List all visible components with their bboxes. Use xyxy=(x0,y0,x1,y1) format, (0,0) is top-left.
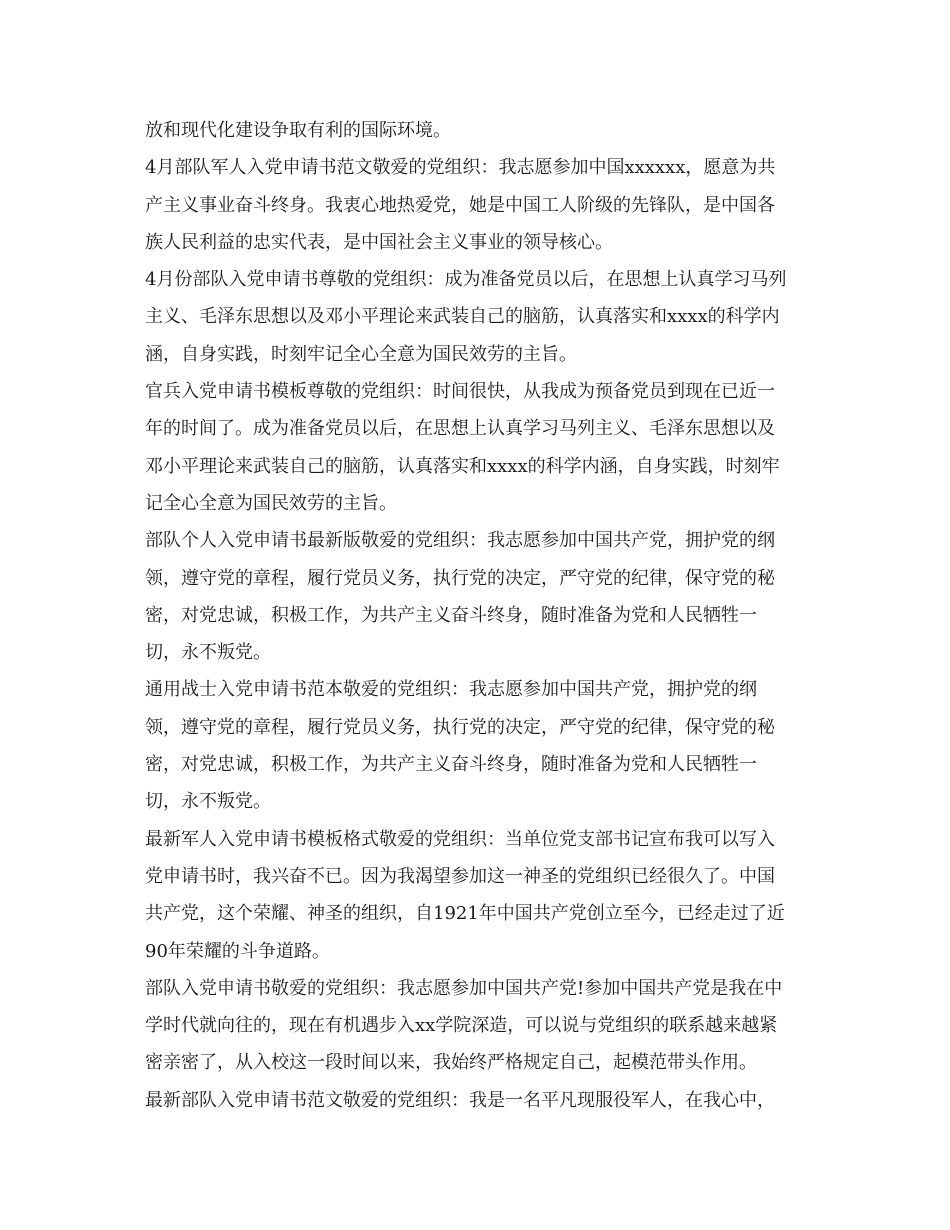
text-line: 通用战士入党申请书范本敬爱的党组织：我志愿参加中国共产党，拥护党的纲 xyxy=(145,679,757,701)
text-line: 领，遵守党的章程，履行党员义务，执行党的决定，严守党的纪律，保守党的秘 xyxy=(145,567,775,589)
text-line: 官兵入党申请书模板尊敬的党组织：时间很快，从我成为预备党员到现在已近一 xyxy=(145,381,775,403)
text-line: 密，对党忠诚，积极工作，为共产主义奋斗终身，随时准备为党和人民牺牲一 xyxy=(145,754,757,776)
text-line: 学时代就向往的，现在有机遇步入xx学院深造，可以说与党组织的联系越来越紧 xyxy=(145,1015,778,1037)
text-line: 产主义事业奋斗终身。我衷心地热爱党，她是中国工人阶级的先锋队，是中国各 xyxy=(145,194,775,216)
text-line: 党申请书时，我兴奋不已。因为我渴望参加这一神圣的党组织已经很久了。中国 xyxy=(145,865,775,887)
text-line: 部队入党申请书敬爱的党组织：我志愿参加中国共产党!参加中国共产党是我在中 xyxy=(145,977,783,999)
text-line: 4月份部队入党申请书尊敬的党组织：成为准备党员以后，在思想上认真学习马列 xyxy=(145,269,787,291)
text-line: 涵，自身实践，时刻牢记全心全意为国民效劳的主旨。 xyxy=(145,343,577,365)
text-line: 最新军人入党申请书模板格式敬爱的党组织：当单位党支部书记宣布我可以写入 xyxy=(145,828,775,850)
text-line: 密亲密了，从入校这一段时间以来，我始终严格规定自己，起模范带头作用。 xyxy=(145,1052,757,1074)
document-body xyxy=(145,112,810,1119)
text-line: 族人民利益的忠实代表，是中国社会主义事业的领导核心。 xyxy=(145,231,613,253)
text-line: 年的时间了。成为准备党员以后，在思想上认真学习马列主义、毛泽东思想以及 xyxy=(145,418,775,440)
text-line: 最新部队入党申请书范文敬爱的党组织：我是一名平凡现服役军人，在我心中， xyxy=(145,1089,775,1111)
text-line: 记全心全意为国民效劳的主旨。 xyxy=(145,492,397,514)
text-line: 切，永不叛党。 xyxy=(145,791,271,813)
text-line: 密，对党忠诚，积极工作，为共产主义奋斗终身，随时准备为党和人民牺牲一 xyxy=(145,604,757,626)
text-line: 部队个人入党申请书最新版敬爱的党组织：我志愿参加中国共产党，拥护党的纲 xyxy=(145,530,775,552)
text-line: 邓小平理论来武装自己的脑筋，认真落实和xxxx的科学内涵，自身实践，时刻牢 xyxy=(145,455,780,477)
text-line: 放和现代化建设争取有利的国际环境。 xyxy=(145,120,451,141)
text-line: 领，遵守党的章程，履行党员义务，执行党的决定，严守党的纪律，保守党的秘 xyxy=(145,716,775,738)
text-line: 共产党，这个荣耀、神圣的组织，自1921年中国共产党创立至今，已经走过了近 xyxy=(145,903,785,925)
text-line: 4月部队军人入党申请书范文敬爱的党组织：我志愿参加中国xxxxxx，愿意为共 xyxy=(145,157,776,179)
text-line: 90年荣耀的斗争道路。 xyxy=(145,940,330,962)
text-line: 主义、毛泽东思想以及邓小平理论来武装自己的脑筋，认真落实和xxxx的科学内 xyxy=(145,306,780,328)
text-line: 切，永不叛党。 xyxy=(145,642,271,664)
